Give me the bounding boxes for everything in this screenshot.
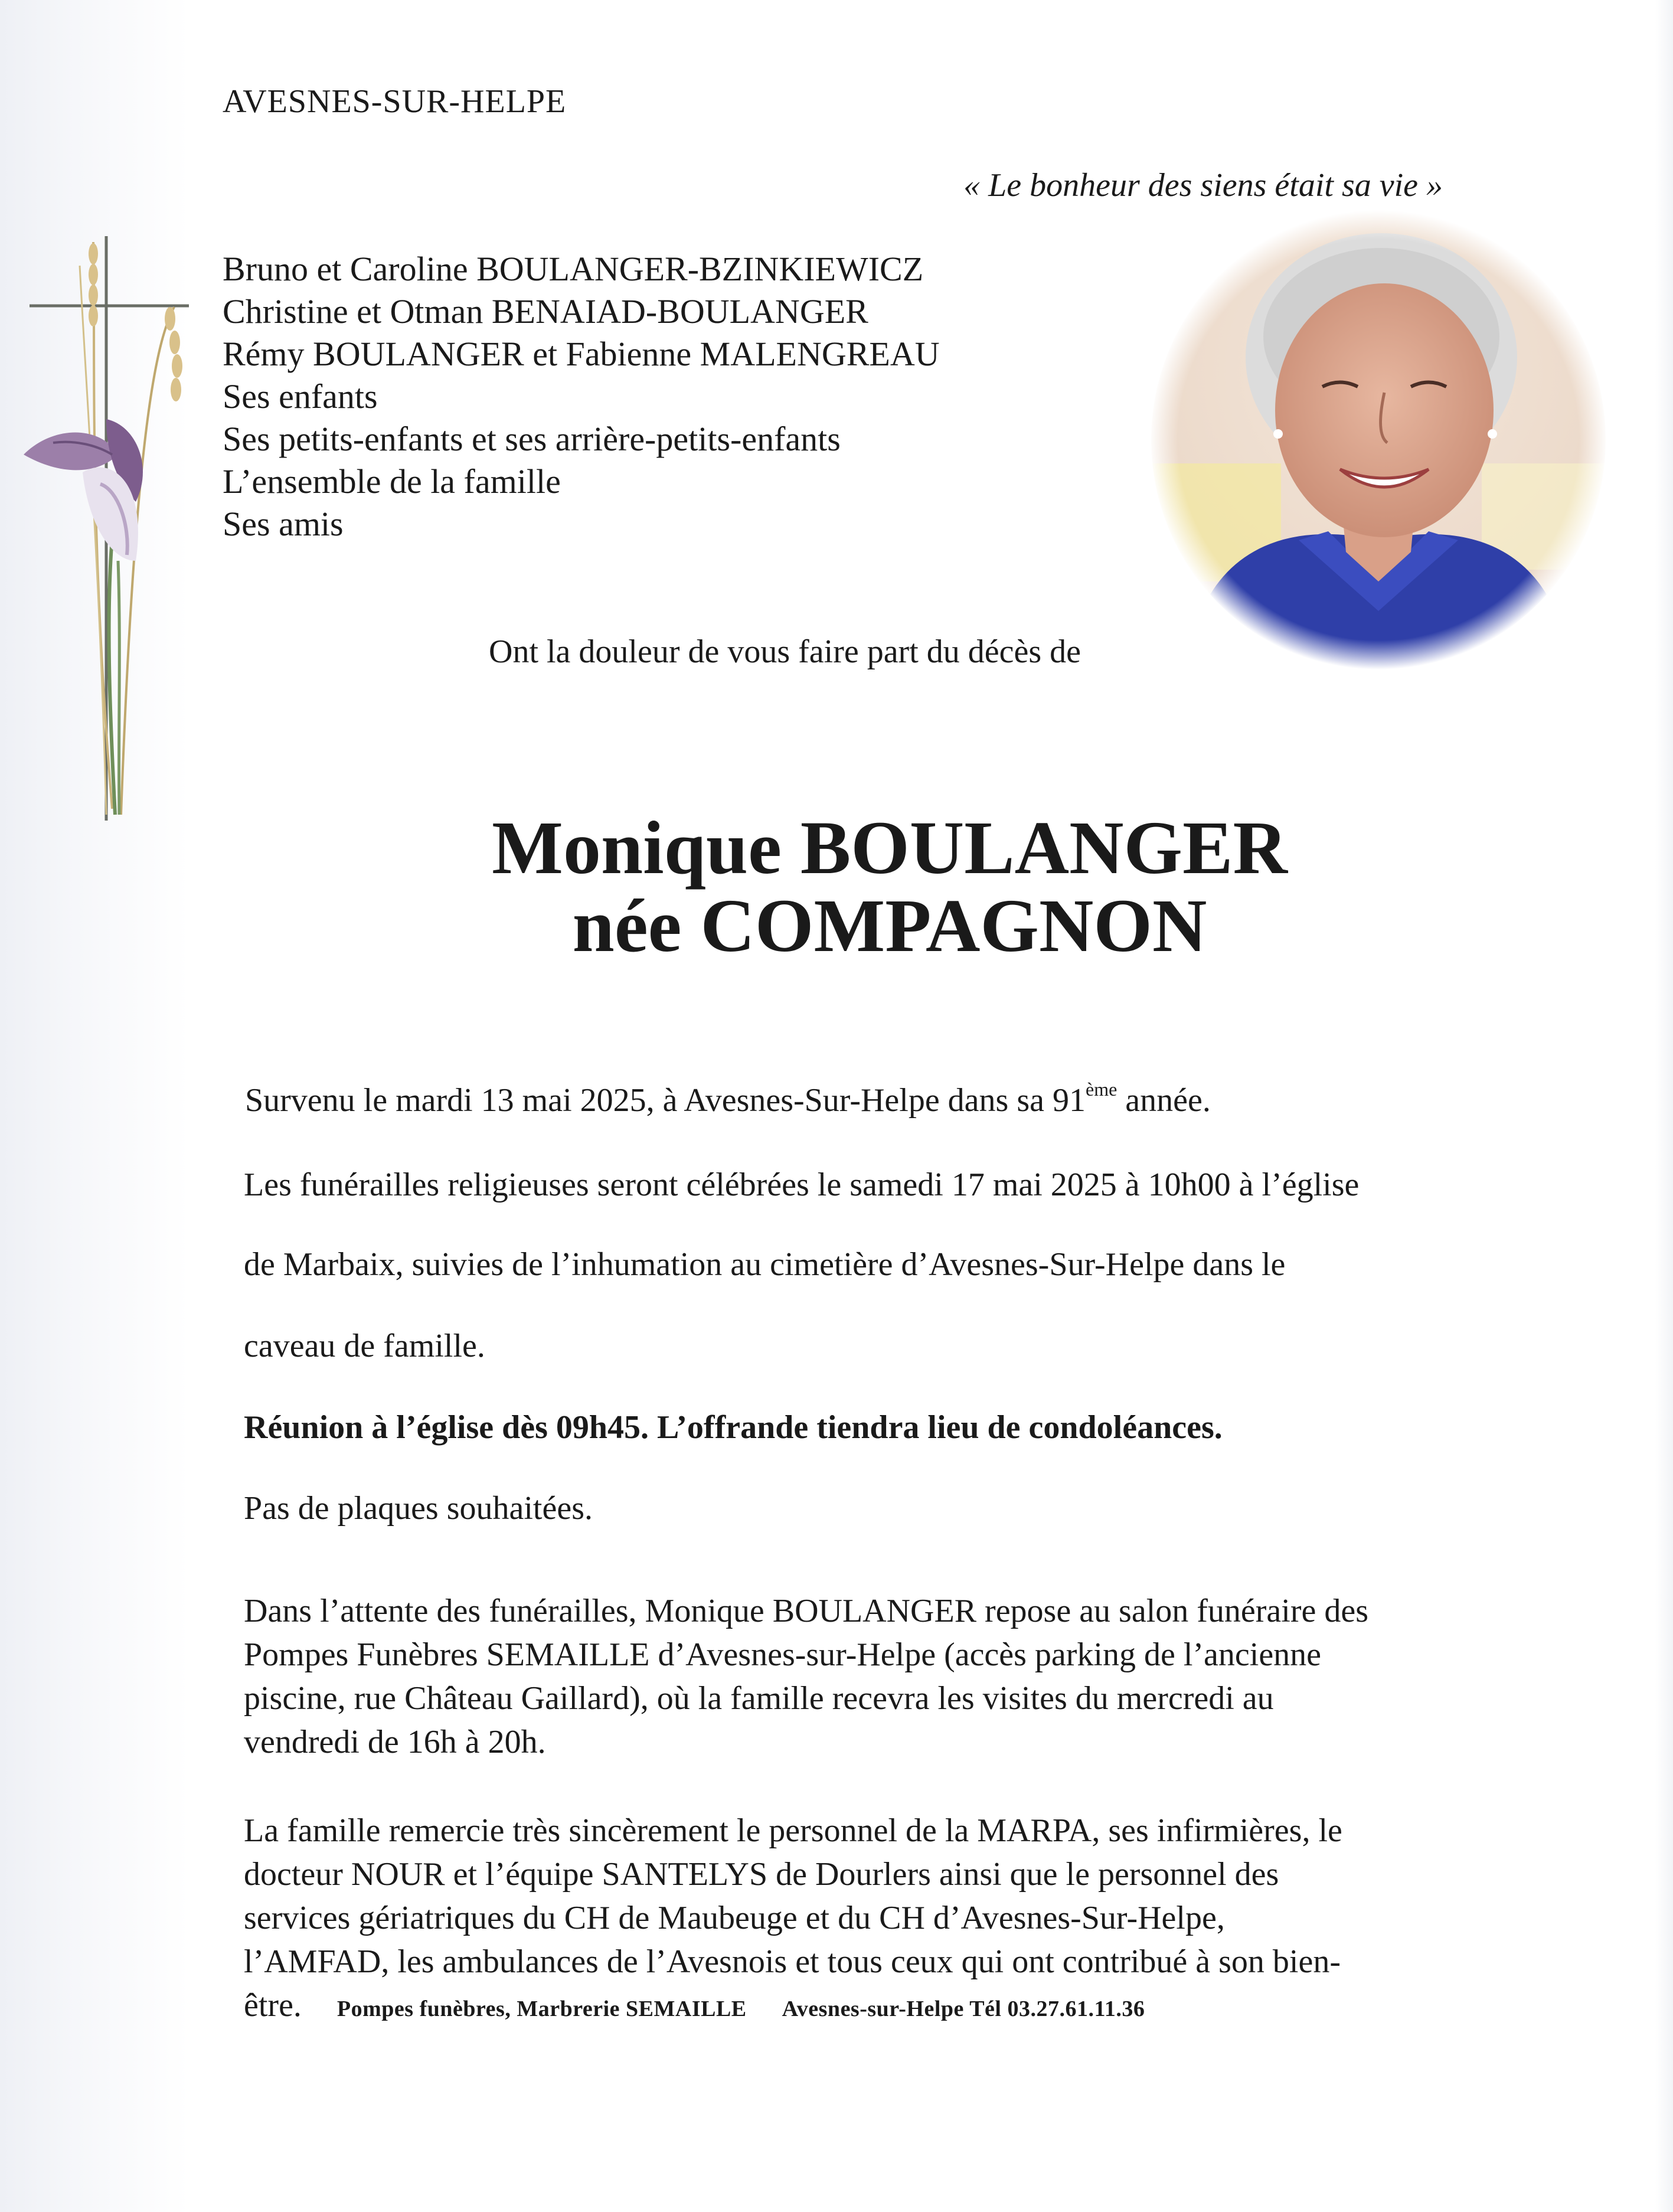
meeting-notice: Réunion à l’église dès 09h45. L’offrande tiendra lieu de condoléances. <box>244 1409 1223 1446</box>
no-plaques-notice: Pas de plaques souhaitées. <box>244 1490 593 1527</box>
paragraph-line: La famille remercie très sincèrement le personnel de la MARPA, ses infirmières, le <box>244 1812 1342 1849</box>
funeral-line: Les funérailles religieuses seront célébrées le samedi 17 mai 2025 à 10h00 à l’église <box>244 1167 1360 1203</box>
funeral-line: de Marbaix, suivies de l’inhumation au cimetière d’Avesnes-Sur-Helpe dans le <box>244 1246 1286 1283</box>
paragraph-line: Pompes Funèbres SEMAILLE d’Avesnes-sur-Helpe (accès parking de l’ancienne <box>244 1636 1322 1673</box>
deceased-name: Monique BOULANGER <box>492 806 1288 890</box>
city-heading: AVESNES-SUR-HELPE <box>223 83 567 120</box>
paragraph-line: services gériatriques du CH de Maubeuge et du CH d’Avesnes-Sur-Helpe, <box>244 1900 1225 1936</box>
family-member: Ses petits-enfants et ses arrière-petits-enfants <box>223 420 841 458</box>
footer <box>337 1997 1180 2021</box>
death-details-text: Survenu le mardi 13 mai 2025, à Avesnes-Sur-Helpe dans sa 91 <box>245 1082 1086 1119</box>
paragraph-line: Dans l’attente des funérailles, Monique BOULANGER repose au salon funéraire des <box>244 1593 1368 1629</box>
paragraph-line: vendredi de 16h à 20h. <box>244 1724 546 1760</box>
thanks-paragraph <box>244 1809 1342 2031</box>
family-member: Rémy BOULANGER et Fabienne MALENGREAU <box>223 335 940 373</box>
ordinal-suffix: ème <box>1085 1079 1117 1100</box>
cross-with-lily-and-wheat-icon <box>18 230 207 832</box>
death-details <box>245 1079 1211 1119</box>
family-member: Christine et Otman BENAIAD-BOULANGER <box>223 292 868 331</box>
paragraph-line: docteur NOUR et l’équipe SANTELYS de Dourlers ainsi que le personnel des <box>244 1856 1279 1893</box>
announcement-text: Ont la douleur de vous faire part du décès de <box>489 633 1081 670</box>
paragraph-line: piscine, rue Château Gaillard), où la famille recevra les visites du mercredi au <box>244 1680 1274 1717</box>
repose-paragraph <box>244 1589 1368 1764</box>
family-member: Ses amis <box>223 505 344 543</box>
portrait-photo <box>1151 210 1606 670</box>
footer-contact: Avesnes-sur-Helpe Tél 03.27.61.11.36 <box>782 1997 1145 2021</box>
family-member: Bruno et Caroline BOULANGER-BZINKIEWICZ <box>223 250 924 288</box>
page-border-right <box>1655 0 1673 2212</box>
deceased-maiden-name: née COMPAGNON <box>572 884 1207 968</box>
paragraph-line: l’AMFAD, les ambulances de l’Avesnois et tous ceux qui ont contribué à son bien- <box>244 1943 1341 1980</box>
funeral-line: caveau de famille. <box>244 1328 485 1364</box>
death-details-end: année. <box>1117 1082 1211 1119</box>
epitaph-quote: « Le bonheur des siens était sa vie » <box>963 167 1443 204</box>
family-list <box>223 248 940 545</box>
family-member: Ses enfants <box>223 377 378 416</box>
footer-company: Pompes funèbres, Marbrerie SEMAILLE <box>336 1997 747 2021</box>
paragraph-line: être. <box>244 1987 302 2024</box>
family-member: L’ensemble de la famille <box>223 462 561 501</box>
paragraph-line-last <box>244 1984 1342 2031</box>
